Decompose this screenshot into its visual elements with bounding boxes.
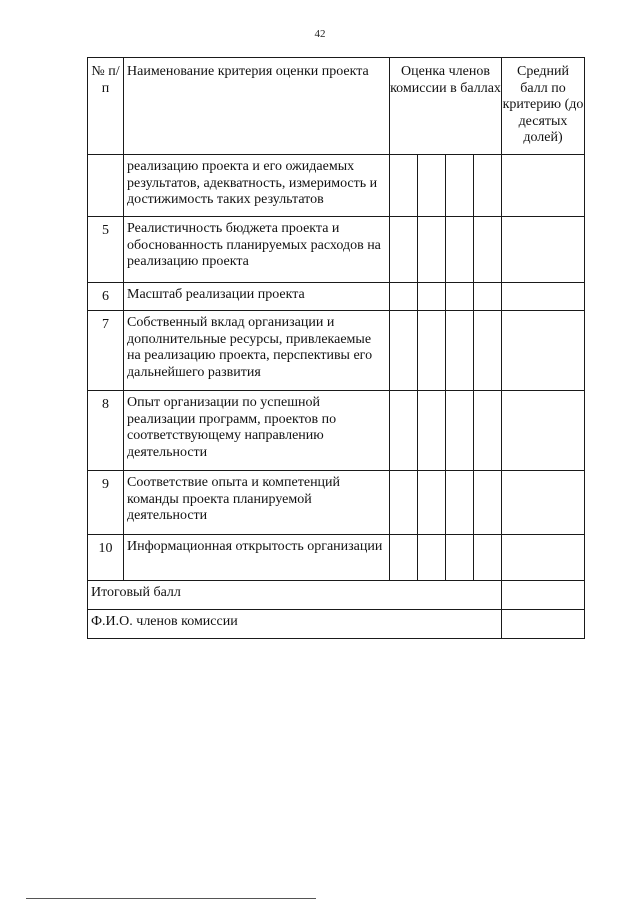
score-cell[interactable] <box>474 155 502 217</box>
score-cell[interactable] <box>474 391 502 471</box>
members-label: Ф.И.О. членов комиссии <box>88 610 502 639</box>
row-name: Информационная открытость организации <box>124 535 390 581</box>
score-cell[interactable] <box>418 155 446 217</box>
avg-cell[interactable] <box>502 155 585 217</box>
avg-cell[interactable] <box>502 217 585 283</box>
score-cell[interactable] <box>446 535 474 581</box>
total-value-cell[interactable] <box>502 581 585 610</box>
score-cell[interactable] <box>418 471 446 535</box>
avg-cell[interactable] <box>502 311 585 391</box>
score-cell[interactable] <box>418 311 446 391</box>
score-cell[interactable] <box>390 155 418 217</box>
avg-cell[interactable] <box>502 535 585 581</box>
score-cell[interactable] <box>418 391 446 471</box>
score-cell[interactable] <box>474 311 502 391</box>
header-scores: Оценка членов комиссии в баллах <box>390 58 502 155</box>
total-row <box>88 581 585 610</box>
score-cell[interactable] <box>390 311 418 391</box>
row-num: 6 <box>88 283 124 311</box>
score-cell[interactable] <box>390 217 418 283</box>
header-num: № п/п <box>88 58 124 155</box>
score-cell[interactable] <box>474 217 502 283</box>
score-cell[interactable] <box>390 535 418 581</box>
row-num: 5 <box>88 217 124 283</box>
score-cell[interactable] <box>390 391 418 471</box>
score-cell[interactable] <box>390 283 418 311</box>
table-row <box>88 391 585 471</box>
members-row <box>88 610 585 639</box>
score-cell[interactable] <box>446 217 474 283</box>
row-num: 8 <box>88 391 124 471</box>
row-name: Масштаб реализации проекта <box>124 283 390 311</box>
table-row <box>88 283 585 311</box>
score-cell[interactable] <box>390 471 418 535</box>
score-cell[interactable] <box>446 311 474 391</box>
page-number: 42 <box>314 28 326 40</box>
score-cell[interactable] <box>446 471 474 535</box>
row-name: Соответствие опыта и компетенций команды проекта планируемой деятельности <box>124 471 390 535</box>
score-cell[interactable] <box>418 535 446 581</box>
row-name: Реалистичность бюджета проекта и обоснованность планируемых расходов на реализацию проекта <box>124 217 390 283</box>
score-cell[interactable] <box>446 155 474 217</box>
row-num <box>88 155 124 217</box>
avg-cell[interactable] <box>502 283 585 311</box>
score-cell[interactable] <box>474 535 502 581</box>
members-value-cell[interactable] <box>502 610 585 639</box>
score-cell[interactable] <box>446 283 474 311</box>
table-row <box>88 155 585 217</box>
row-name: Собственный вклад организации и дополнительные ресурсы, привлекаемые на реализацию проекта, перспективы его дальнейшего развития <box>124 311 390 391</box>
header-name: Наименование критерия оценки проекта <box>124 58 390 155</box>
avg-cell[interactable] <box>502 471 585 535</box>
score-cell[interactable] <box>418 283 446 311</box>
row-name: Опыт организации по успешной реализации программ, проектов по соответствующему направлению деятельности <box>124 391 390 471</box>
row-num: 10 <box>88 535 124 581</box>
score-cell[interactable] <box>474 471 502 535</box>
table-header-row <box>88 58 585 155</box>
table-row <box>88 471 585 535</box>
table-row <box>88 217 585 283</box>
score-cell[interactable] <box>474 283 502 311</box>
page-bottom-rule <box>26 898 316 899</box>
row-num: 7 <box>88 311 124 391</box>
total-label: Итоговый балл <box>88 581 502 610</box>
row-name: реализацию проекта и его ожидаемых результатов, адекватность, измеримость и достижимость таких результатов <box>124 155 390 217</box>
header-avg: Средний балл по критерию (до десятых долей) <box>502 58 585 155</box>
score-cell[interactable] <box>446 391 474 471</box>
score-cell[interactable] <box>418 217 446 283</box>
table-row <box>88 535 585 581</box>
row-num: 9 <box>88 471 124 535</box>
avg-cell[interactable] <box>502 391 585 471</box>
criteria-table <box>87 57 585 639</box>
table-row <box>88 311 585 391</box>
